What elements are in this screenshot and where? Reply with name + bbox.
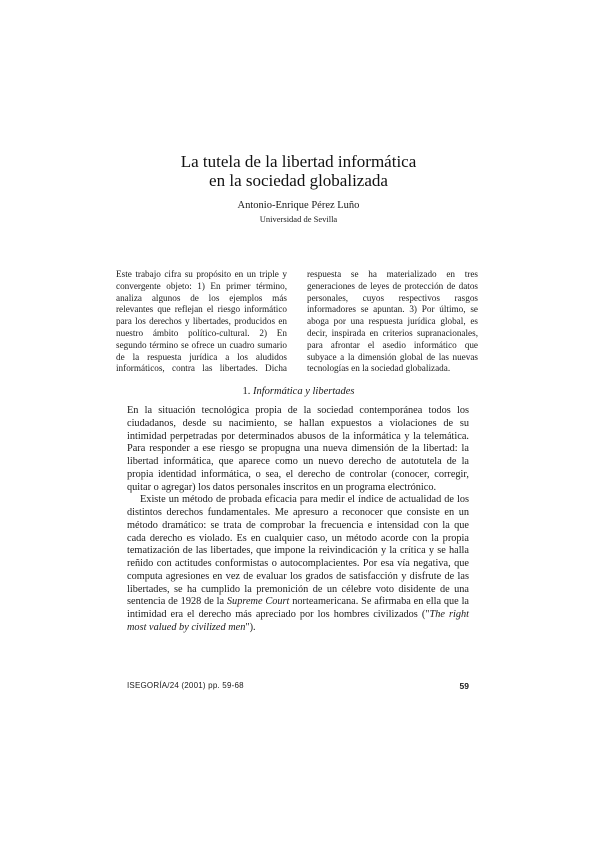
article-title xyxy=(0,152,597,190)
paragraph-2-part-a: Existe un método de probada eficacia para medir el índice de actualidad de los distintos derechos fundamentales. Me apresuro a reconocer que consiste en un método dramático: se trata de comprobar la frecuencia e intensidad con la que cada derecho es violado. Es en cualquier caso, un método acorde con la propia tematización de las libertades, que impone la reivindicación y la crítica y se halla reñido con actitudes conformistas o autocomplacientes. Por esa vía negativa, que computa agresiones en vez de evaluar los grados de satisfacción y disfrute de las libertades, se ha cumplido la premonición de un célebre voto disidente de una sentencia de 1928 de la xyxy=(127,494,469,608)
quote-text: The right most valued by civilized men xyxy=(127,609,470,633)
author-name: Antonio-Enrique Pérez Luño xyxy=(237,200,360,211)
section-heading xyxy=(0,386,597,398)
paragraph-1: En la situación tecnológica propia de la sociedad contemporánea todos los ciudadanos, desde su nacimiento, se hallan expuestos a violaciones de su intimidad perpetradas por determinados abusos de la informática y la telemática. Para responder a ese riesgo se propugna una nueva dimensión de la libertad: la libertad informática, que aparece como un nuevo derecho de autotutela de la propia identidad informática, o sea, el derecho de controlar (conocer, corregir, quitar o agregar) los datos personales inscritos en un programa electrónico. xyxy=(127,405,469,493)
paragraph-2-part-b: norteamericana. Se afirmaba en ella que la intimidad era el derecho más apreciado por los hombres civilizados (" xyxy=(127,596,470,620)
paragraph-2-part-c: "). xyxy=(245,621,256,633)
journal-reference: ISEGORÍA/24 (2001) pp. 59-68 xyxy=(127,681,244,690)
page-number: 59 xyxy=(459,681,469,691)
title-line-2: en la sociedad globalizada xyxy=(209,171,388,190)
title-line-1: La tutela de la libertad informática xyxy=(180,152,417,171)
section-number: 1. xyxy=(242,386,251,397)
author-affiliation: Universidad de Sevilla xyxy=(259,214,338,224)
section-title: Informática y libertades xyxy=(253,386,355,397)
paragraph-2 xyxy=(127,494,469,634)
supreme-court-text: Supreme Court xyxy=(226,596,290,608)
abstract xyxy=(116,269,478,375)
abstract-text: Este trabajo cifra su propósito en un triple y convergente objeto: 1) En primer término, analiza algunos de los ejemplos más relevantes que reflejan el riesgo informático para los derechos y libertades, producidos en nuestro ámbito político-cultural. 2) En segundo término se ofrece un cuadro sumario de la respuesta jurídica a los aludidos informáticos, contra las libertades. Dicha respuesta se ha materializado en tres generaciones de leyes de protección de datos personales, cuyos respectivos rasgos informadores se apuntan. 3) Por último, se aboga por una respuesta jurídica global, es decir, inspirada en criterios supranacionales, para afrontar el asedio informático que subyace a la dimensión global de las nuevas tecnologías en la sociedad globalizada. xyxy=(116,269,478,374)
body-text xyxy=(127,405,469,635)
